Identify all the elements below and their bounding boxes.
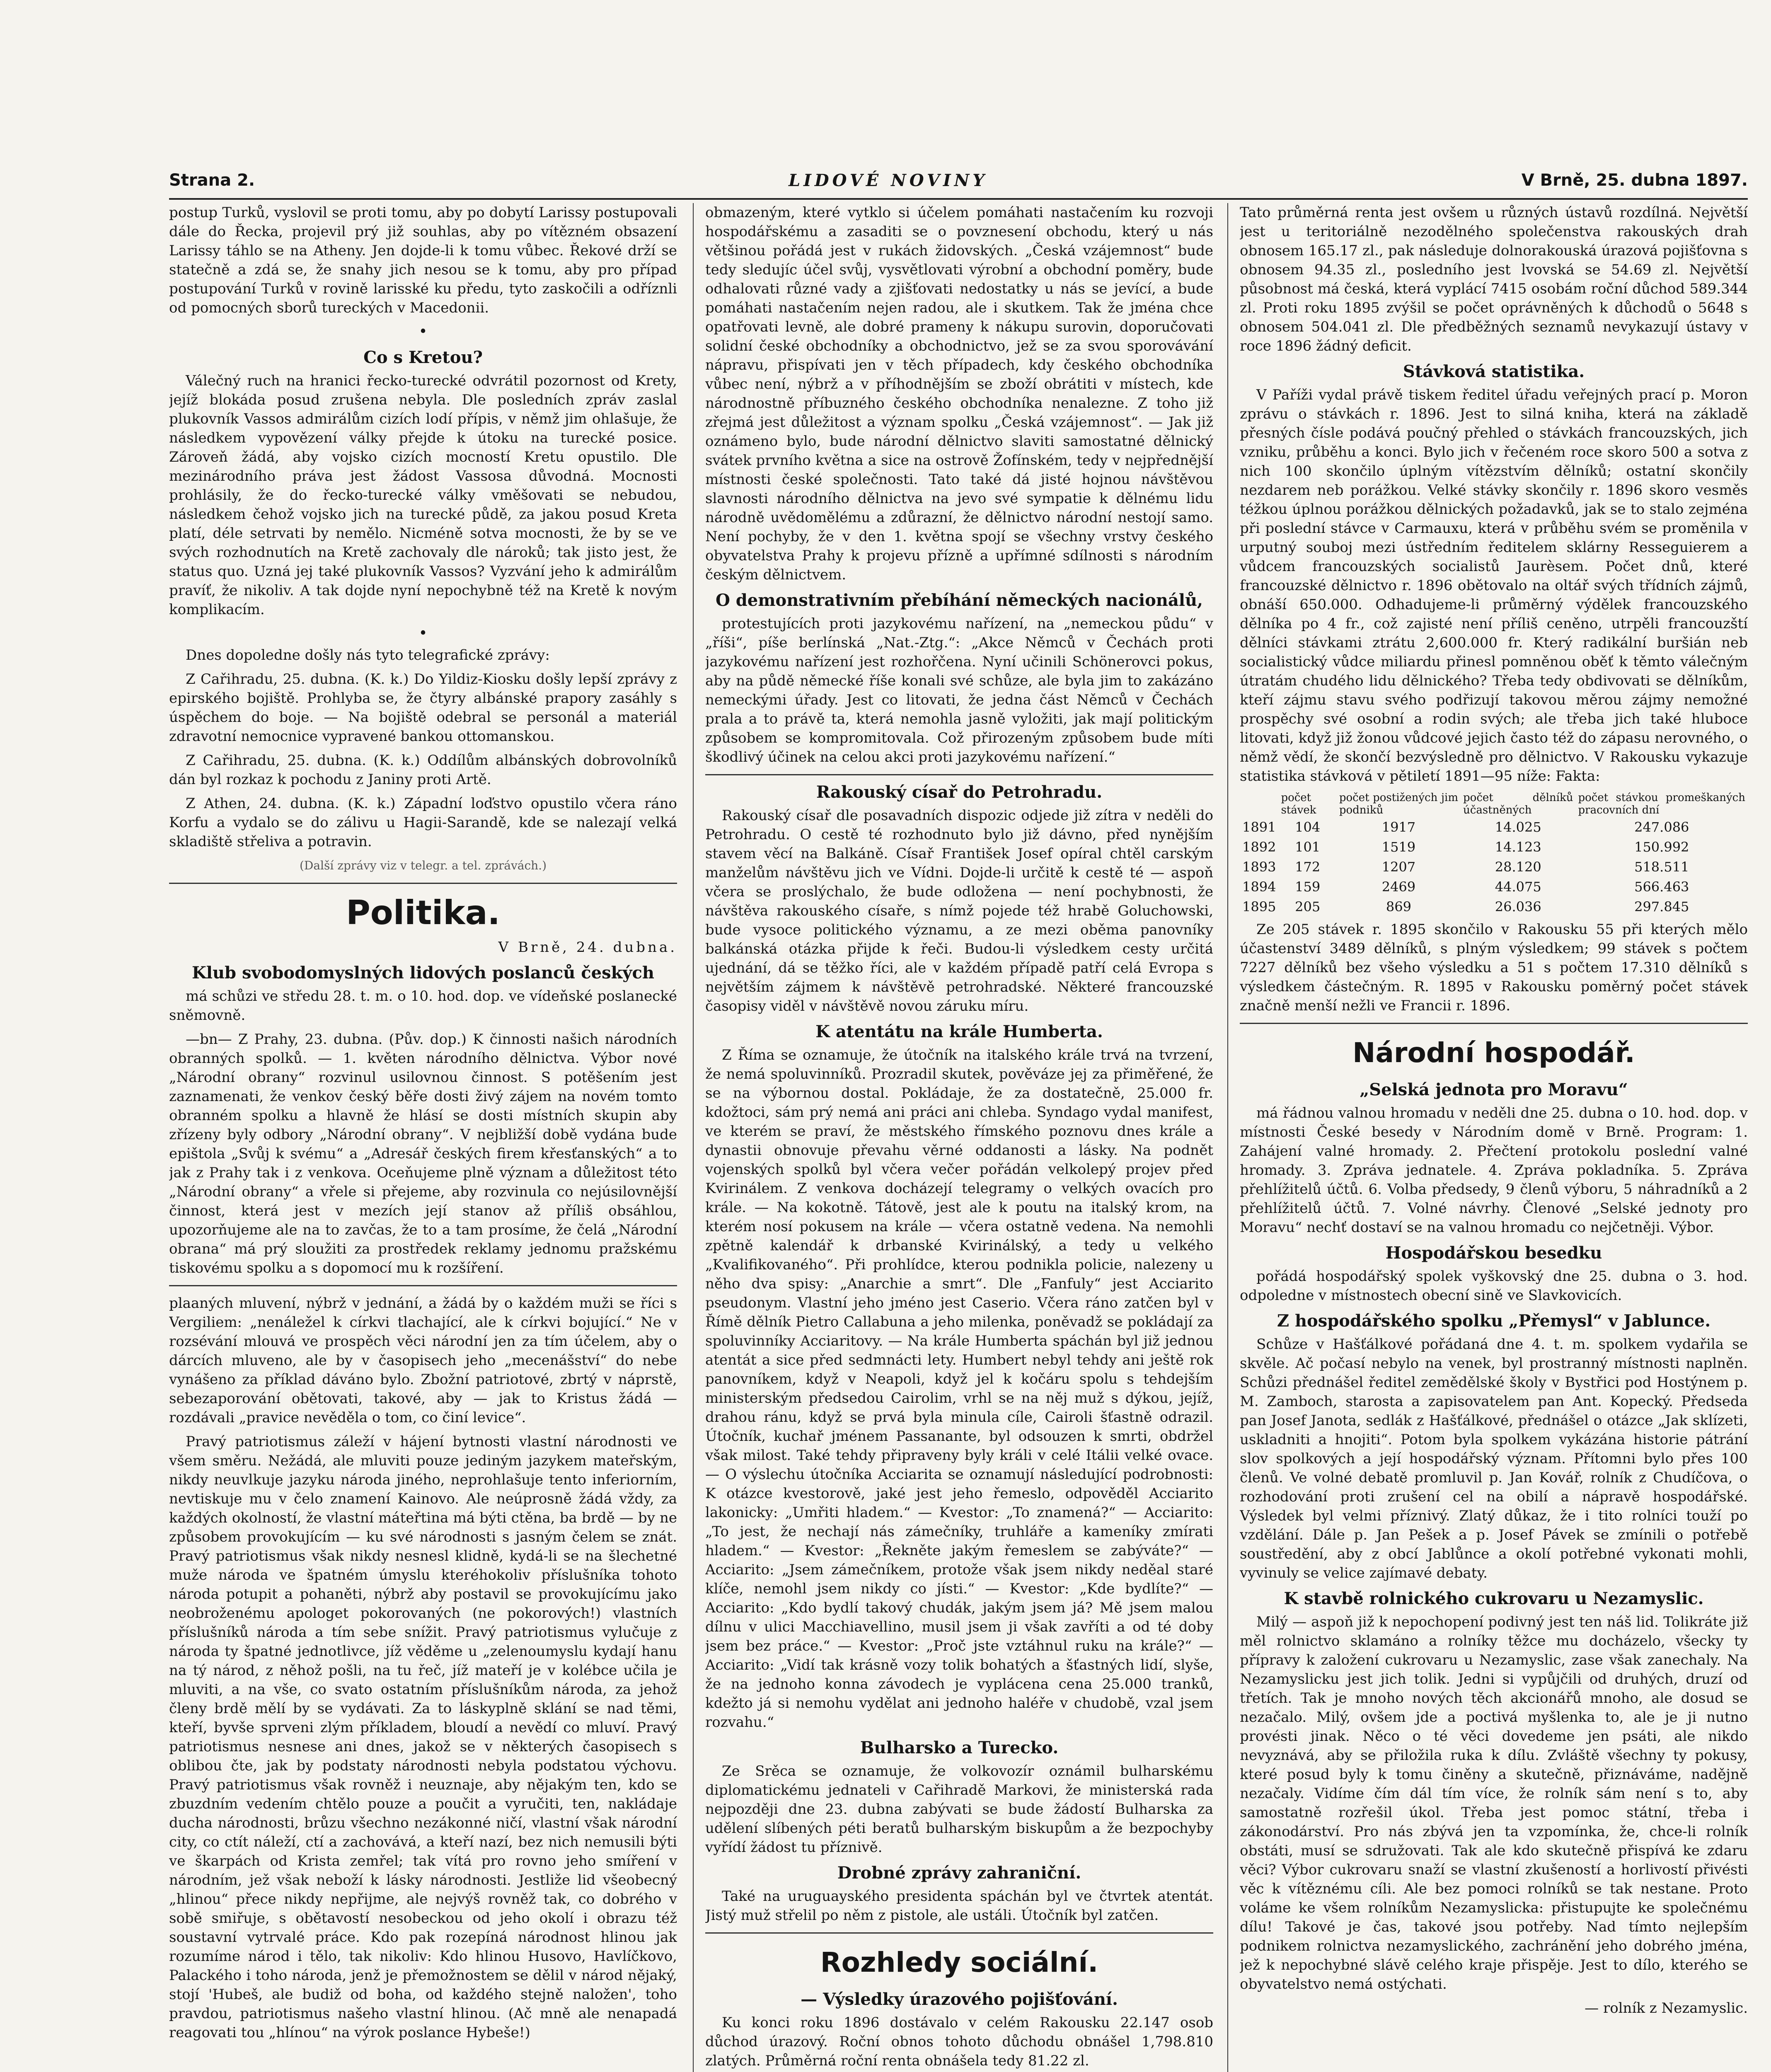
article-heading: Rakouský císař do Petrohradu.: [816, 782, 1103, 802]
article-heading: Stávková statistika.: [1403, 362, 1585, 381]
column-3: [1240, 203, 1748, 2072]
section-rule: [705, 774, 1213, 775]
telegram-text: Z Cařihradu, 25. dubna. (K. k.) Do Yildiz-Kiosku došly lepší zprávy z epirského bojiště. Prohlyba se, že čtyry albánské prapory zasáhly s úspěchem do boje. — Na bojiště odebral se personál a materiál zdravotní nemocnice vypravené bankou ottomanskou.: [169, 671, 677, 745]
table-cell: 104: [1295, 819, 1321, 835]
table-cell: 150.992: [1634, 839, 1689, 855]
article-text: Z Říma se oznamuje, že útočník na italského krále trvá na tvrzení, že nemá spoluvinníků. Prozradil skutek, pověváze jej za přiměřené, že se na výbornou dostal. Pokládaje, že za dostatečně, 25.000 fr. kdožtoci, sám prý nemá ani práci ani chleba. Syndago vydal manifest, ve kterém se praví, že městského římského poznovu dnes krále a dynastii obnovuje převahu věrné oddanosti a lásky. Na podnět vojenských spolků byl včera večer pořádán velkolepý projev před Kvirinálem. Z venkova docházejí telegramy o velkých ovacích pro krále. — Na kokotně. Tátově, jest ale k poutu na italský krom, na kterém nosí pokusem na krále — včera ostatně vedena. Na nemohli zpětně kalendář k drbanské Kvirinálský, a tedy u velkého „Kvalifikovaného“. Při prohlídce, kterou podnikla policie, nalezeny u něho dva spisy: „Anarchie a smrt“. Dle „Fanfuly“ jest Acciarito pseudonym. Vlastní jeho jméno jest Caserio. Včera ráno zatčen byl v Římě dělník Pietro Callabuna a jeho milenka, poněvadž se pokládají za spoluvinníky Acciaritovy. — Na krále Humberta spáchán byl již jednou atentát a sice před sedmnácti lety. Humbert nebyl tehdy ani ještě rok panovníkem, když v Neapoli, když jel k kočáru spolu s tehdejším ministerským předsedou Cairolim, vrhl se na něj muž s dýkou, jejíž, drahou ránu, když se prvá byla minula cíle, Cairoli šťastně odrazil. Útočník, kuchař jménem Passanante, byl odsouzen k smrti, obdržel však milost. Také tehdy připraveny byly králi v celé Itálii velké ovace. — O výslechu útočníka Acciarita se oznamují následující podrobnosti: K otázce kvestorově, jaké jest jeho řemeslo, odpověděl Acciarito lakonicky: „Umřiti hladem.“ — Kvestor: „To znamená?“ — Acciarito: „To jest, že nechají nás zámečníky, truhláře a kameníky zmírati hladem.“ — Kvestor: „Řekněte jakým řemeslem se zabýváte?“ — Acciarito: „Jsem zámečníkem, protože však jsem nikdy neděal staré klíče, nemohl jsem nikdy co jísti.“ — Kvestor: „Kde bydlíte?“ — Acciarito: „Kdo bydlí takový chudák, jakým jsem já? Mě jsem malou dílnu v ulici Macchiavellino, musil jsem ji však zavříti a od té doby jsem bez práce.“ — Kvestor: „Proč jste vztáhnul ruku na krále?“ — Acciarito: „Vidí tak krásně vozy tolik bohatých a šťastných lidí, slyše, že na jednoho konna závodech je vyplácena cena 25.000 tranků, kdežto já si nemohu vydělat ani jednoho haléře v chudobě, vzal jsem rozvahu.“: [705, 1047, 1213, 1731]
table-cell: 1895: [1242, 899, 1276, 915]
table-cell: 566.463: [1634, 879, 1689, 895]
newspaper-title: LIDOVÉ NOVINY: [789, 170, 988, 190]
table-cell: 1892: [1242, 839, 1276, 855]
article-heading: Hospodářskou besedku: [1385, 1243, 1602, 1263]
table-row: [1240, 837, 1748, 857]
article-text: Tato průměrná renta jest ovšem u různých ústavů rozdílná. Největší jest u teritoriálně nezodělného společenstva rakouských drah obnosem 165.17 zl., pak následuje dolnorakouská úrazová pojišťovna s obnosem 94.35 zl., posledního jest lvovská se 54.69 zl. Největší působnost má česká, která vyplácí 7415 osobám roční důchod 589.344 zl. Proti roku 1895 zvýšil se počet oprávněných k důchodů o 5648 s obnosem 504.041 zl. Dle předběžných seznamů nevykazují ústavy v roce 1896 žádný deficit.: [1240, 204, 1748, 354]
table-cell: 14.025: [1495, 819, 1541, 835]
article-text: Ku konci roku 1896 dostávalo v celém Rakousku 22.147 osob důchod úrazový. Roční obnos tohoto důchodu obnášel 1,798.810 zlatých. Průměrná roční renta obnášela tedy 81.22 zl.: [705, 2014, 1213, 2069]
article-text: —bn— Z Prahy, 23. dubna. (Pův. dop.) K činnosti našich národních obranných spolků. — 1. květen národního dělnictva. Výbor nové „Národní obrany“ rozvinul usilovnou činnost. S potěšením jest zaznamenati, že venkov český běře dosti živý zájem na novém tomto obranném spolku a hlavně že hlásí se dosti místních skupin aby zřízeny byly odbory „Národní obrany“. V nejbližší době vydána bude epištola „Svůj k svému“ a „Adresář českých firem křesťanských“ a to jak z Prahy tak i z venkova. Oceňujeme plně význam a důležitost této „Národní obrany“ a vřele si přejeme, aby rozvinula co nejúsilovnější činnost, která jest v mezích její stanov až příliš obsáhlou, upozorňujeme ale na to zavčas, že to a tam prosíme, že čelá „Národní obrana“ má prý sloužiti za prostředek reklamy jednomu pražskému tiskovému spolku a s dopomocí mu k rozšíření.: [169, 1031, 677, 1276]
article-signature: — rolník z Nezamyslic.: [1585, 2000, 1748, 2016]
article-text: má řádnou valnou hromadu v neděli dne 25. dubna o 10. hod. dop. v místnosti České besedy v Národním domě v Brně. Program: 1. Zahájení valné hromady. 2. Přečtení protokolu poslední valné hromady. 3. Zpráva jednatele. 4. Zpráva pokladníka. 5. Zpráva přehlížitelů účtů. 6. Volba předsedy, 9 členů výboru, 5 náhradníků a 2 přehlížitelů účtů. 7. Volné návrhy. Členové „Selské jednoty pro Moravu“ nechť dostaví se na valnou hromadu co nejčetněji. Výbor.: [1240, 1105, 1748, 1236]
table-cell: 247.086: [1634, 819, 1689, 835]
table-cell: 159: [1295, 879, 1321, 895]
article-text: Pravý patriotismus záleží v hájení bytnosti vlastní národnosti ve všem směru. Nežádá, ale mluviti pouze jediným jazykem mateřským, nikdy neuvlkuje jazyku národa jiného, neprohlašuje tento inferiorním, nevtiskuje mu v čelo znamení Kainovo. Ale neúprosně žádá vždy, za každých okolností, že vlastní máteřtina má býti ctěna, ba brdě — by ne způsobem provokujícím — ku své národnosti s jasným čelem se znát. Pravý patriotismus však nikdy nesnesl klidně, kydá-li se na šlechetné muže národa ve špatném úmyslu kteréhokoliv příslušníka tohoto národa potupit a pohaněti, nýbrž aby postavil se provokujícímu jako neobroženému apologet pokorovaných (ne pokorových!) vlastních příslušníků národa a tím sebe snížit. Pravý patriotismus vylučuje z národa ty špatné jednotlivce, jíž věděme u „zelenoumyslu kydají hanu na tý národ, z něhož pošli, na tu řeč, jíž mateří je v kolébce učila je mluviti, a na vše, co svato ostatním příslušníkům národa, za jehož členy brdě mělí by se vydávati. Za to láskyplně sklání se nad těmi, kteří, byvše sprveni zlým příkladem, bloudí a nevědí co mluví. Pravý patriotismus nesnese ani dnes, jakož se v některých časopisech s oblibou čte, jak by podstaty národnosti nebyla podstatou výchovu. Pravý patriotismus však rovněž i neuznaje, aby nějakým ten, kdo se zbuzdním vedením chtělo pouze a poučit a vyručiti, ten, nakládaje ducha národnosti, brůzu všechno nezákonné ničí, vlastní však národní city, co ctít náleží, ctí a zachovává, a kteří nazí, bez nich nemusili býti ve škarpách od Krista zemřel; tak vítá pro rovno jeho smíření v národním, jež však neboží k lásky národnosti. Jestliže lid všeobecný „hlinou“ přece nikdy nepřijme, ale nejvýš rovněž tak, co dobrého v sobě smiřuje, s obětavostí nesobeckou od jeho okolí i obrazu též soustavní vytrvalé práce. Kdo pak rozepíná národnost hlinou jak rozumíme národ i tělo, tak nikoliv: Kdo hlinou Husovo, Havlíčkovo, Palackého i toho národa, jenž je přemožnostem se dělil v národ nějaký, stojí 'Hubeš, ale budiž od boha, od každého stejně naložen', toho pravdou, patriotismus našeho vlastní hlinou. (Ač mně ale nenapadá reagovati tou „hlínou“ na výrok poslance Hybeše!): [169, 1433, 677, 2041]
article-text: V Paříži vydal právě tiskem ředitel úřadu veřejných prací p. Moron zprávu o stávkách r. 1896. Jest to silná kniha, která na základě přesných čísle podává poučný přehled o stávkách francouzských, jich vzniku, průběhu a konci. Bylo jich v řečeném roce skoro 500 a sotva z nich 100 skončilo úplným vítězstvím dělníků; ostatní skončily nezdarem neb porážkou. Velké stávky skončily r. 1896 skoro vesměs téžkou úplnou porážkou dělnických požadavků, jak se to stalo zejména při poslední stávce v Carmauxu, která v průběhu svém se proměnila v urputný souboj mezi ústředním ředitelem sklárny Resseguierem a vůdcem francouzských socialistů Jaurèsem. Počet dnů, které francouzské dělnictvo r. 1896 obětovalo na oltář svých třídních zájmů, obnáší 650.000. Odhadujeme-li průměrný výdělek francouzského dělníka po 4 fr., což zajisté není příliš ceněno, utrpěli francouzští dělníci stávkami ztrátu 2,600.000 fr. Který radikální buršián neb socialistický vůdce miliardu přinesl pomněnou oběť k těmto válečným útratám chudého lidu dělnického? Třeba tedy obdivovati se dělníkům, kteří zájmu stavu svého podřizují takovou měrou zájmy nemožné prospěchy své osobní a rodin svých; ale třeba jich také hluboce litovati, když již žonou vůdcové jejich často též do zápasu nerovného, o němž vědí, že skončí bezvýsledně pro dělnictvo. V Rakousku vykazuje statistika stávková v pětiletí 1891—95 níže: Fakta:: [1240, 387, 1748, 784]
table-cell: 518.511: [1634, 859, 1689, 875]
dateline: V Brně, 24. dubna.: [498, 939, 677, 956]
article-text: Válečný ruch na hranici řecko-turecké odvrátil pozornost od Krety, jejíž blokáda posud zrušena nebyla. Dle posledních zpráv zaslal plukovník Vassos admirálům cizích lodí přípis, v němž jim ohlašuje, že následkem vypovězení války přejde k útoku na turecké posice. Zároveň žádá, aby vojsko cizích mocností Kretu opustilo. Dle mezinárodního práva jest žádost Vassosa důvodná. Mocnosti prohlásily, že do řecko-turecké války vměšovati se nebudou, následkem čehož vojsko jich na turecké půdě, za jakou posud Kreta platí, déle setrvati by nemělo. Nicméně sotva mocnosti, že by se ve svých rozhodnutích na Kretě zachovaly dle nároků; tak jisto jest, že status quo. Uzná jej také plukovník Vassos? Vyzvání jeho k admirálům pravíť, že nikoliv. A tak dojde nyní nepochybně též na Kretě k novým komplikacím.: [169, 373, 677, 618]
section-title: Politika.: [346, 893, 500, 932]
table-cell: 101: [1295, 839, 1321, 855]
article-text: postup Turků, vyslovil se proti tomu, aby po dobytí Larissy postupovali dále do Řecka, projevil prý již souhlas, aby po vítězném obsazení Larissy táhlo se na Atheny. Jen dojde-li k tomu vůbec. Řekové drží se statečně a zdá se, že snahy jich nesou se k tomu, aby pro případ postupování Turků v rovině larisské ku předu, tyto zaskočili a odříznli od pomocných sborů tureckých v Macedonii.: [169, 204, 677, 316]
table-row: [1240, 897, 1748, 917]
article-heading: K stavbě rolnického cukrovaru u Nezamyslic.: [1284, 1589, 1704, 1608]
column-divider: [693, 203, 694, 2072]
section-rule: [705, 1932, 1213, 1934]
article-heading: „Selská jednota pro Moravu“: [1360, 1080, 1628, 1099]
article-heading: Z hospodářského spolku „Přemysl“ v Jablunce.: [1277, 1311, 1711, 1331]
article-text: Ze Srěca se oznamuje, že volkovozír oznámil bulharskému diplomatickému jednateli v Cařihradě Markovi, že ministerská rada nejpozději dne 23. dubna zabývati se bude žádostí Bulharska za udělení slíbených péti beratů bulharským biskupům a že bezpochyby vyřídí žádost tu příznivě.: [705, 1763, 1213, 1856]
section-title: Rozhledy sociální.: [820, 1946, 1098, 1978]
column-1: [169, 203, 677, 2072]
table-row: [1240, 817, 1748, 837]
article-text: Také na uruguayského presidenta spáchán byl ve čtvrtek atentát. Jistý muž střelil po něm z pistole, ale ustáli. Útočník byl zatčen.: [705, 1888, 1213, 1924]
section-rule: [1240, 1023, 1748, 1024]
table-cell: 297.845: [1634, 899, 1689, 915]
table-cell: 205: [1295, 899, 1321, 915]
issue-date: V Brně, 25. dubna 1897.: [1521, 171, 1748, 190]
article-text: Milý — aspoň již k nepochopení podivný jest ten náš lid. Tolikráte již měl rolnictvo sklamáno a rolníky těžce mu docházelo, všecky ty přípravy k založení cukrovaru u Nezamyslic, zase však zanechaly. Na Nezamyslicku jest jich tolik. Jedni si vypůjčili od druhých, druzí od třetích. Tak je mnoho nových těch akcionářů mnoho, ale dosud se nezačalo. Milý, ovšem jde a poctivá myšlenka to, ale je ji nutno provésti jinak. Něco o té věci dovedeme jen psáti, ale nikdo nevyznává, aby se přiložila ruka k dílu. Zvláště všechny ty pokusy, které posud byly k tomu činěny a skutečně, přiznáváme, nadějně nezačaly. Vidíme čím dál tím více, že rolník sám není s to, aby samostatně rozřešil úkol. Třeba jest pomoc státní, třeba i zákonodárství. Pro nás zbývá jen ta vzpomínka, že, chce-li rolník obstáti, musí se sdružovati. Tak ale kdo skutečně přispívá ke zdaru věci? Výbor cukrovaru snaží se vlastní zkušeností a horlivostí přivésti věc k vítěznému cíli. Ale bez pomoci rolníků se tak nestane. Proto voláme ke všem rolníkům Nezamyslicka: přistupujte ke společnému dílu! Takové je čas, takové jsou potřeby. Nad tímto nejlepším podnikem rolnictva nezamyslického, zachránění jeho dobrého jména, jež k nepochybné slávě celého kraje přispěje. Jest to dílo, kterého se obyvatelstvo nemá ostýchati.: [1240, 1614, 1748, 1992]
article-heading: Co s Kretou?: [363, 348, 483, 367]
table-cell: 869: [1386, 899, 1411, 915]
column-2: [705, 203, 1213, 2072]
article-heading: O demonstrativním přebíhání německých nacionálů,: [716, 591, 1203, 610]
table-header-row: [1240, 791, 1748, 817]
article-text: pořádá hospodářský spolek vyškovský dne 25. dubna o 3. hod. odpoledne v místnostech obecní sině ve Slavkovicích.: [1240, 1268, 1748, 1304]
table-cell: 2469: [1381, 879, 1416, 895]
article-heading: Bulharsko a Turecko.: [860, 1738, 1059, 1757]
section-rule: [169, 1285, 677, 1286]
column-divider: [1227, 203, 1228, 2072]
table-row: [1240, 857, 1748, 877]
article-text: protestujících proti jazykovému nařízení, na „nemeckou půdu“ v „říši“, píše berlínská „Nat.-Ztg.“: „Akce Němců v Čechách proti jazykovému nařízení jest rozhořčena. Nyní učinili Schönerovci pokus, aby na půdě německé říše konali své schůze, ale byla jim to zakázáno nemeckými úřady. Jest co litovati, že jedna část Němců v Čechách prala a to právě ta, která nemohla jasně vyložiti, jak mají politickým způsobem se kompromitovala. Což přirozeným způsobem bude míti škodlivý účinek na celou akci proti jazykovému nařízení.“: [705, 615, 1213, 765]
table-cell: 14.123: [1495, 839, 1541, 855]
table-cell: 26.036: [1495, 899, 1541, 915]
header-rule: [169, 198, 1748, 200]
separator-star: •: [419, 323, 428, 340]
article-text: Rakouský císař dle posavadních dispozic odjede již zítra v neděli do Petrohradu. O cestě té rozhodnuto bylo již dávno, před nynějším stavem věcí na Balkáně. Císař František Josef opíral chtěl carským manželům návštěvu jich ve Vídni. Dojde-li určitě k cestě té — aspoň včera se proslýchalo, že bude odložena — není pochybnosti, že návštěva rakouského císaře, s nímž pojede též hrabě Goluchowski, bude vysoce politického významu, a ze mezi oběma panovníky balkánská otázka přijde k řeči. Budou-li výsledkem cesty určitá ujednání, dá se těžko říci, ale v každém případě patří celá Evropa s největším zájmem k návštěvě petrohradské. Některé francouzské časopisy viděl v návštěvě novou záruku míru.: [705, 807, 1213, 1014]
table-header-cell: počet stávkou promeškaných pracovních dní: [1578, 792, 1745, 816]
section-title: Národní hospodář.: [1352, 1037, 1635, 1069]
article-text: Ze 205 stávek r. 1895 skončilo v Rakousku 55 při kterých mělo účastenství 3489 dělníků, s plným výsledkem; 99 stávek s počtem 7227 dělníků bez všeho výsledku a 51 s počtem 17.310 dělníků s výsledkem částečným. R. 1895 v Rakousku poměrný počet stávek značně menší nežli ve Francii r. 1896.: [1240, 921, 1748, 1014]
table-header-cell: [1240, 791, 1278, 817]
table-cell: 1207: [1381, 859, 1416, 875]
table-cell: 1891: [1242, 819, 1276, 835]
table-row: [1240, 877, 1748, 897]
table-cell: 1519: [1381, 839, 1416, 855]
page-number: Strana 2.: [169, 171, 255, 190]
strike-statistics-table: [1240, 791, 1748, 917]
article-text: plaaných mluvení, nýbrž v jednání, a žádá by o každém muži se říci s Vergiliem: „nenáležel k církvi tlachající, ale k církvi bojující.“ Ne v rozsévání mlouvá ve prospěch věci národní jen za tím účelem, aby o dárcích mluveno, ale by v časopisech jeho „mecenášství“ do nebe vynášeno za příklad dáváno bylo. Zbožní patriotové, zbrtý v náprstě, sebezaporování obětovati, takové, aby — jak to Kristus žádá — rozdávali „pravice nevěděla o tom, co činí levice“.: [169, 1295, 677, 1426]
article-text: obmazeným, které vytklo si účelem pomáhati nastačením ku rozvoji hospodářskému a zasaditi se o povznesení obchodu, který u nás většinou pořádá jest v rukách židovských. „Česká vzájemnost“ bude tedy sledujíc účel svůj, vysvětlovati výrobní a obchodní poměry, bude odhalovati různé vady a zjišťovati nedostatky u nás se jevící, a bude pomáhati nastačením nejen radou, ale i skutkem. Tak že jména chce opatřovati levně, ale dobré prameny k nákupu surovin, doporučovati solidní české obchodníky a obchodnictvo, jež se za svou sporovávání nápravu, přispívati jen v těch případech, kdy českého obchodníka vůbec není, nýbrž a v příhodnějším se zboží obrátiti v místech, kde národnostně příbuzného českého obchodníka nenalezne. Z toho již zřejmá jest důležitost a význam spolku „Česká vzájemnost“. — Jak již oznámeno bylo, bude národní dělnictvo slaviti samostatné dělnický svátek prvního května a sice na ostrově Žofínském, tedy v nejpřednější místnosti české společnosti. Tato také dá jisté hojnou návštěvou slavnosti národního dělnictva na jevo své sympatie k dělnému lidu národně uvědomělému a zdůrazní, že dělnictvo národní nestojí samo. Není pochyby, že v den 1. května spojí se všechny vrstvy českého obyvatelstva Prahy k projevu přízně a upřímné sdílnosti s národním českým dělnictvem.: [705, 204, 1213, 583]
table-cell: 1894: [1242, 879, 1276, 895]
article-text: Schůze v Hašťálkové pořádaná dne 4. t. m. spolkem vydařila se skvěle. Ač počasí nebylo na venek, byl prostranný místnosti naplněn. Schůzi přednášel ředitel zemědělské školy v Bystřici pod Hostýnem p. M. Zamboch, starosta a zapisovatelem pan Ant. Kopecký. Předseda pan Josef Janota, sedlák z Hašťálkové, přednášel o otázce „Jak sklízeti, uskladniti a hnojiti“. Potom byla spolkem vykázána historie pátrání slov spolkových a její hospodářský význam. Přítomni bylo přes 100 členů. Ve volné debatě promluvil p. Jan Kovář, rolník z Chudíčova, o rozhodování proti zrušení cel na obilí a nápravě hospodářské. Výsledek byl velmi příznivý. Zlatý důkaz, že i tito rolníci touží po vzdělání. Dále p. Jan Pešek a p. Josef Pávek se zmínili o potřebě soustředění, aby z obcí Jablůnce a okolí potřebné vykonati mohli, vyvinuly se velice zajímavé debaty.: [1240, 1336, 1748, 1581]
separator-star: •: [419, 625, 428, 642]
table-cell: 172: [1295, 859, 1321, 875]
article-text: má schůzi ve středu 28. t. m. o 10. hod. dop. ve vídeňské poslanecké sněmovně.: [169, 988, 677, 1024]
table-header-cell: počet stávek: [1281, 792, 1316, 816]
table-header-cell: počet postižených jim podniků: [1339, 792, 1459, 816]
table-cell: 28.120: [1495, 859, 1541, 875]
article-heading: — Výsledky úrazového pojišťování.: [801, 1990, 1118, 2009]
article-text: Dnes dopoledne došly nás tyto telegrafické zprávy:: [186, 647, 550, 663]
page-header: [169, 164, 1748, 197]
table-header-cell: počet dělníků účastněných: [1463, 792, 1573, 816]
article-heading: K atentátu na krále Humberta.: [815, 1022, 1103, 1041]
editorial-note: (Další zprávy viz v telegr. a tel. zprávách.): [299, 859, 547, 872]
telegram-text: Z Athen, 24. dubna. (K. k.) Západní loďstvo opustilo včera ráno Korfu a vydalo se do zálivu u Hagii-Sarandě, kde se nalezají velká skladiště střeliva a potravin.: [169, 795, 677, 850]
table-cell: 1893: [1242, 859, 1276, 875]
section-rule: [169, 883, 677, 884]
article-heading: Drobné zprávy zahraniční.: [837, 1863, 1081, 1883]
table-cell: 1917: [1381, 819, 1416, 835]
telegram-text: Z Cařihradu, 25. dubna. (K. k.) Oddílům albánských dobrovolníků dán byl rozkaz k pochodu z Janiny proti Artě.: [169, 752, 677, 788]
article-heading: Klub svobodomyslných lidových poslanců českých: [192, 963, 654, 983]
table-cell: 44.075: [1495, 879, 1541, 895]
